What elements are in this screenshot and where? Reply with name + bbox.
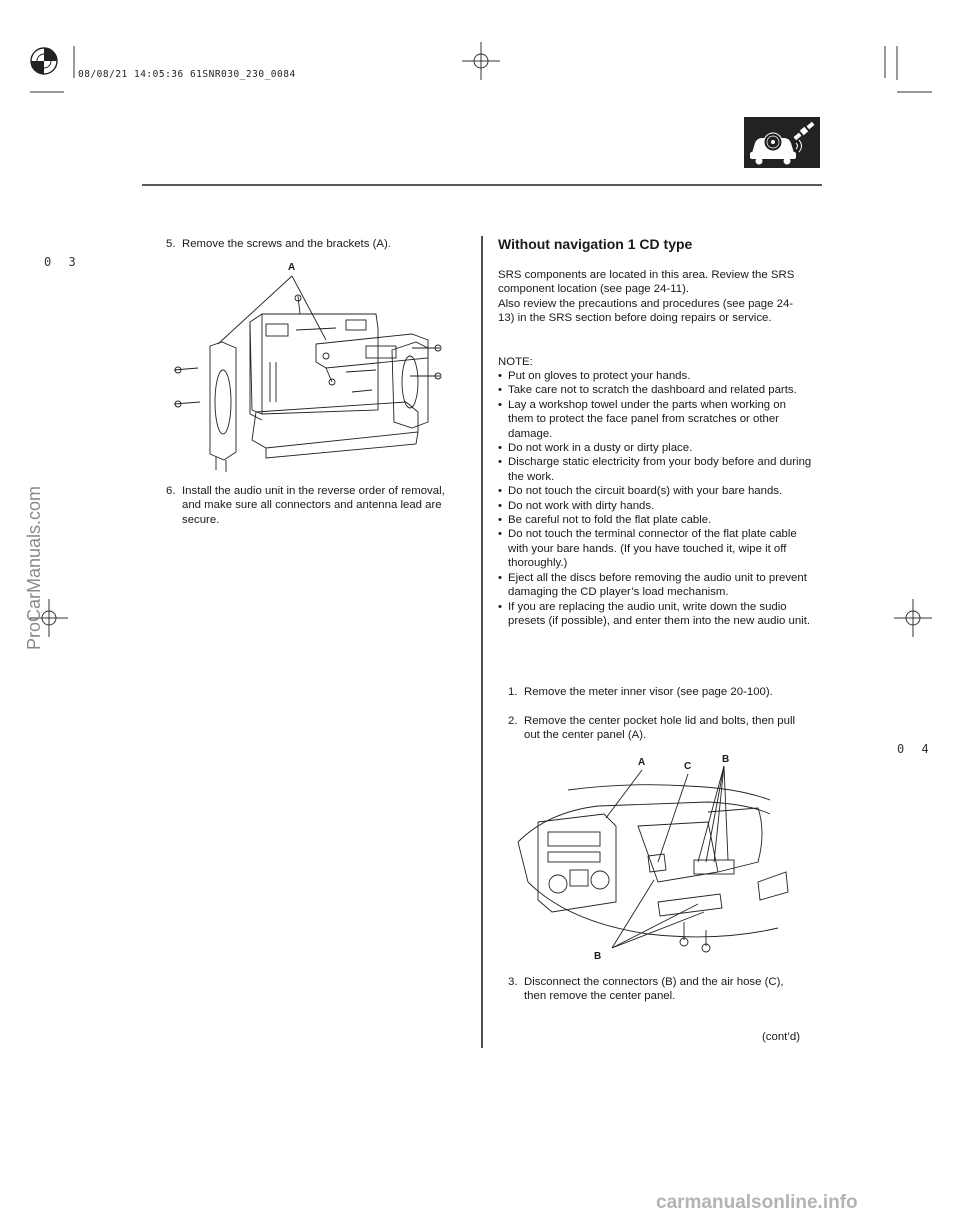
step-number: 1. (508, 686, 518, 698)
step-number: 5. (166, 238, 176, 250)
list-item: • Do not touch the terminal connector of the flat plate cable with your bare hands. (If you have touched it, wipe it off thoroughly.) (498, 528, 797, 570)
figure-label-a: A (638, 757, 646, 768)
step-2 (508, 714, 808, 743)
center-panel-figure (508, 752, 798, 967)
list-item: • Put on gloves to protect your hands. (498, 370, 691, 382)
audio-navigation-icon (744, 117, 820, 168)
list-item: • Discharge static electricity from your body before and during the work. (498, 456, 812, 483)
step-1 (508, 685, 808, 699)
registration-target-icon (31, 48, 57, 74)
figure-label-b-bottom: B (594, 951, 602, 962)
list-item: • Do not touch the circuit board(s) with your bare hands. (498, 485, 783, 498)
section-heading: Without navigation 1 CD type (498, 236, 693, 252)
step-3 (508, 975, 808, 1004)
figure-label-c: C (684, 761, 692, 772)
list-item: • Eject all the discs before removing the audio unit to prevent damaging the CD player’s load mechanism. (498, 571, 807, 599)
list-item: • Do not work in a dusty or dirty place. (498, 442, 693, 455)
crosshair-icon (462, 42, 500, 80)
print-stamp: 08/08/21 14:05:36 61SNR030_230_0084 (78, 69, 296, 80)
page-code-right: 0 4 (897, 742, 934, 756)
list-item: • Take care not to scratch the dashboard and related parts. (498, 384, 797, 397)
audio-unit-brackets-figure (166, 262, 456, 472)
step-text: Remove the screws and the brackets (A). (182, 238, 391, 250)
list-item: • Do not work with dirty hands. (498, 499, 655, 512)
page-code-left: 0 3 (44, 255, 81, 269)
continued-note: (cont’d) (762, 1031, 800, 1043)
step-5 (166, 237, 466, 251)
crosshair-icon (894, 599, 932, 637)
srs-paragraph-1: SRS components are located in this area. Review the SRS component location (see page 24-11). (498, 269, 795, 296)
list-item: • If you are replacing the audio unit, write down the sudio presets (if possible), and enter them into the new audio unit. (498, 600, 811, 627)
list-item: • Be careful not to fold the flat plate cable. (498, 514, 712, 527)
step-text: Install the audio unit in the reverse order of removal, and make sure all connectors and antenna lead are secure. (182, 485, 445, 526)
step-text: Disconnect the connectors (B) and the air hose (C), then remove the center panel. (524, 976, 784, 1003)
watermark-bottom: carmanualsonline.info (656, 1192, 858, 1213)
figure-label-b-top: B (722, 754, 730, 765)
notes-list (498, 369, 812, 628)
note-label: NOTE: (498, 356, 533, 368)
center-panel-drawing (508, 752, 798, 967)
figure-label-a: A (288, 262, 296, 273)
step-text: Remove the center pocket hole lid and bolts, then pull out the center panel (A). (524, 715, 796, 742)
step-number: 2. (508, 715, 518, 727)
step-number: 6. (166, 485, 176, 497)
list-item: • Lay a workshop towel under the parts when working on them to protect the face panel from scratches or other damage. (498, 398, 786, 440)
audio-unit-drawing (166, 262, 456, 472)
srs-paragraph-2: Also review the precautions and procedures (see page 24-13) in the SRS section before doing repairs or service. (498, 298, 794, 325)
step-number: 3. (508, 976, 518, 988)
step-6 (166, 484, 466, 527)
step-text: Remove the meter inner visor (see page 20-100). (524, 686, 773, 698)
watermark-left: ProCarManuals.com (24, 485, 44, 650)
